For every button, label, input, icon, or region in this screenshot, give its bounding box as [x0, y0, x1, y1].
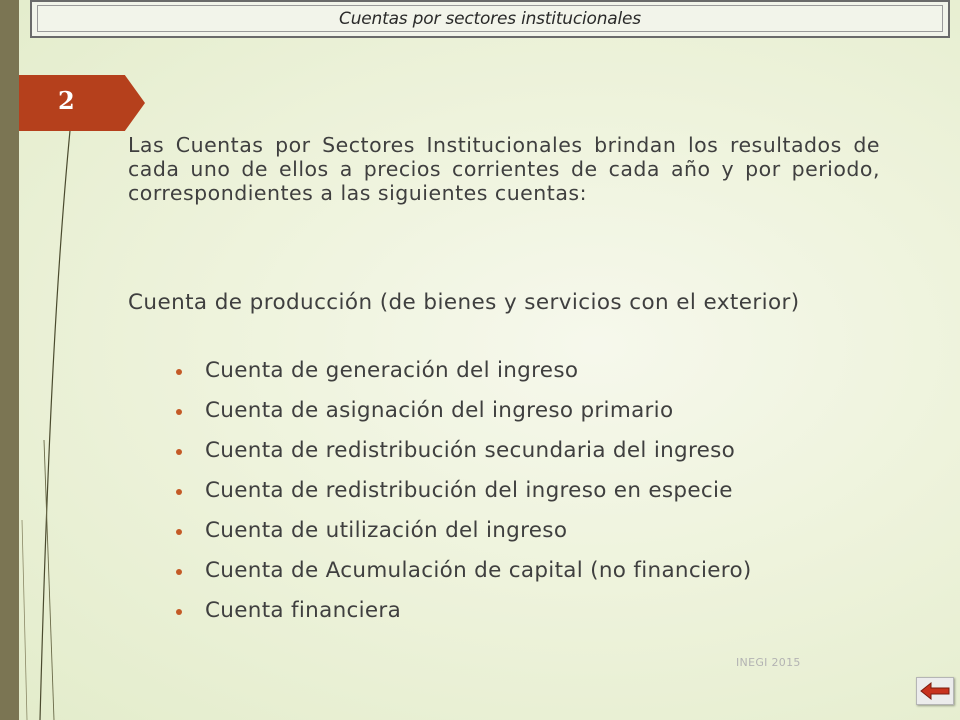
title-inner-border	[37, 5, 943, 32]
page-number-badge	[19, 75, 145, 131]
list-item-label: Cuenta de Acumulación de capital (no financiero)	[205, 558, 752, 583]
list-item-label: Cuenta financiera	[205, 598, 402, 623]
page-number: 2	[58, 86, 75, 115]
back-button[interactable]	[916, 677, 954, 705]
intro-paragraph: Las Cuentas por Sectores Institucionales brindan los resultados de cada uno de ellos a precios corrientes de cada año y por periodo, correspondientes a las siguientes cuentas:	[128, 133, 880, 205]
list-item	[176, 400, 876, 422]
bullet-icon	[176, 369, 182, 375]
list-item	[176, 600, 876, 622]
list-item	[176, 360, 876, 382]
slide-title: Cuentas por sectores institucionales	[339, 8, 641, 29]
bullet-icon	[176, 489, 182, 495]
bullet-icon	[176, 569, 182, 575]
bullet-icon	[176, 449, 182, 455]
list-item-label: Cuenta de utilización del ingreso	[205, 518, 568, 543]
title-frame	[30, 0, 950, 38]
bullet-icon	[176, 409, 182, 415]
list-item-label: Cuenta de asignación del ingreso primario	[205, 398, 674, 423]
list-item	[176, 520, 876, 542]
bullet-icon	[176, 609, 182, 615]
accounts-list	[176, 360, 876, 640]
bullet-icon	[176, 529, 182, 535]
list-item	[176, 560, 876, 582]
list-item	[176, 480, 876, 502]
arrow-left-icon	[917, 678, 953, 704]
list-item	[176, 440, 876, 462]
list-item-label: Cuenta de redistribución secundaria del ingreso	[205, 438, 736, 463]
section-heading: Cuenta de producción (de bienes y servicios con el exterior)	[128, 290, 800, 315]
list-item-label: Cuenta de redistribución del ingreso en especie	[205, 478, 733, 503]
footer-source: INEGI 2015	[736, 656, 801, 669]
list-item-label: Cuenta de generación del ingreso	[205, 358, 579, 383]
